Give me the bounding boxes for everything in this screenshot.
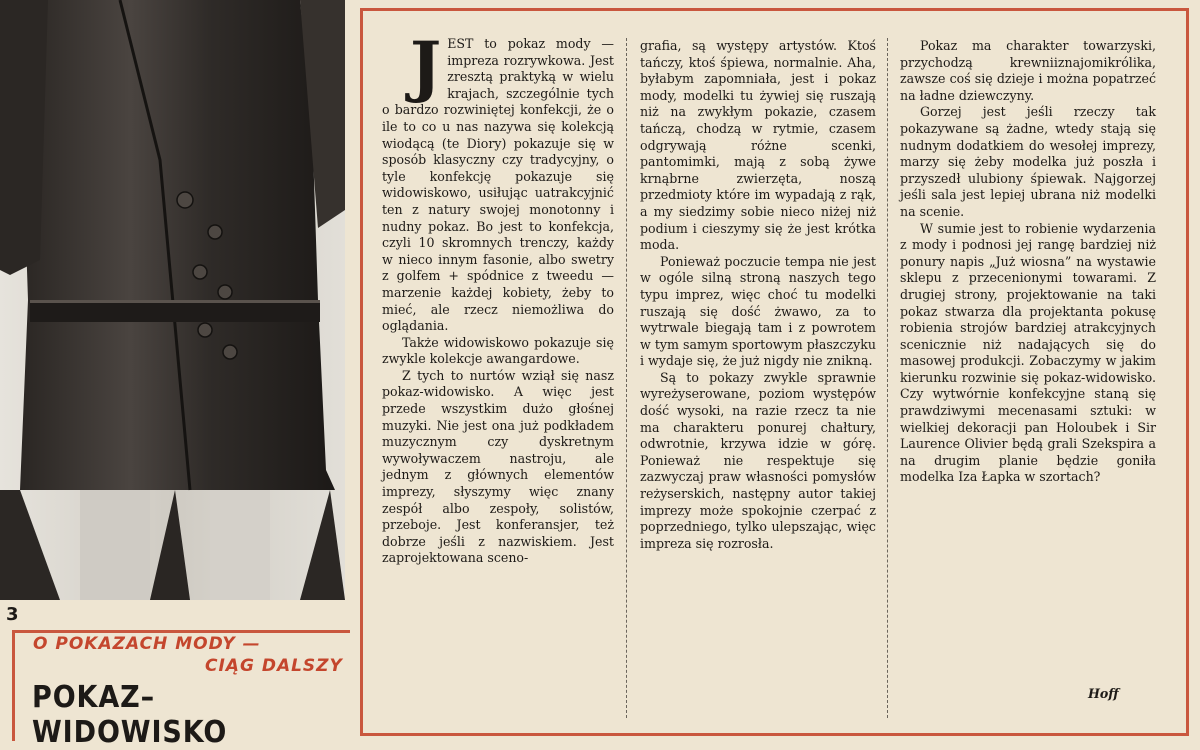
paragraph: Także widowiskowo pokazuje się zwykle kolekcje awangardowe.: [382, 334, 614, 367]
author-signature: Hoff: [1088, 686, 1119, 701]
paragraph: Gorzej jest jeśli rzeczy tak pokazywane są żadne, wtedy stają się nudnym dodatkiem do wesołej imprezy, marzy się żeby modelka już poszła i przyszedł ulubiony śpiewak. Najgorzej jeśli sala jest lepiej ubrana niż modelki na scenie.: [900, 104, 1156, 219]
article-title: POKAZ–WIDOWISKO: [32, 680, 228, 750]
article-column-1: [382, 27, 614, 567]
drop-cap: J: [410, 27, 442, 105]
paragraph: Ponieważ poczucie tempa nie jest w ogóle silną stroną naszych tego typu imprez, więc choć tu modelki ruszają się dość żwawo, za to wytrwale biegają tam i z powrotem w tym samym sportowym płaszczyku i wydaje się, że już nigdy nie znikną.: [640, 253, 876, 369]
paragraph: Pokaz ma charakter towarzyski, przychodzą krewniiznajomikrólika, zawsze coś się dzieje i można popatrzeć na ładne dziewczyny.: [900, 38, 1156, 103]
article-column-3: [900, 38, 1156, 486]
paragraph: W sumie jest to robienie wydarzenia z mody i podnosi jej rangę bardziej niż ponury napis „Już wiosna” na wystawie sklepu z przecenionymi towarami. Z drugiej strony, projektowanie na taki pokaz stwarza dla projektanta pokusę robienia strojów bardziej atrakcyjnych scenicznie niż nadających się do masowej produkcji. Zobaczymy w jakim kierunku rozwinie się pokaz-widowisko. Czy wytwórnie konfekcyjne staną się prawdziwymi mecenasami sztuki: w wielkiej dekoracji pan Holoubek i Sir Laurence Olivier będą grali Szekspira a na drugim planie będzie goniła modelka Iza Łapka w szortach?: [900, 220, 1156, 485]
paragraph: Z tych to nurtów wziął się nasz pokaz-widowisko. A więc jest przede wszystkim dużo głośnej muzyki. Nie jest ona już podkładem muzycznym czy dyskretnym wywoływaczem nastroju, ale jednym z głównych elementów imprezy, słyszymy więc znany zespół albo zespoły, solistów, przeboje. Jest konferansjer, też dobrze jeśli z nazwiskiem. Jest zaprojektowana sceno-: [382, 367, 614, 566]
coat-illustration: [0, 0, 345, 600]
kicker-line-2: CIĄG DALSZY: [205, 656, 343, 676]
photo-number: 3: [6, 604, 19, 625]
fashion-photo: [0, 0, 345, 600]
kicker-line-1: O POKAZACH MODY —: [33, 634, 261, 654]
article-column-2: [640, 38, 876, 552]
column-divider: [887, 38, 888, 718]
column-divider: [626, 38, 627, 718]
paragraph: grafia, są występy artystów. Ktoś tańczy, ktoś śpiewa, normalnie. Aha, byłabym zapomniała, jest i pokaz mody, modelki tu żywiej się ruszają niż na zwykłym pokazie, czasem tańczą, chodzą w rytmie, czasem odgrywają różne scenki, pantomimki, mają z sobą żywe krnąbrne zwierzęta, noszą przedmioty które im wypadają z rąk, a my siedzimy sobie nieco niżej niż podium i cieszymy się że jest krótka moda.: [640, 38, 876, 253]
paragraph: EST to pokaz mody — impreza rozrywkowa. Jest zresztą praktyką w wielu krajach, szczególnie tych o bardzo rozwiniętej konfekcji, że o ile to co u nas nazywa się kolekcją wiodącą (te Diory) pokazuje się w sposób klasyczny czy tradycyjny, o tyle konfekcję pokazuje się widowiskowo, usiłując uatrakcyjnić ten z natury swojej monotonny i nudny pokaz. Bo jest to konfekcja, czyli 10 skromnych trenczy, każdy w nieco innym fasonie, albo swetry z golfem + spódnice z tweedu — marzenie każdej kobiety, żeby to mieć, ale rzecz niemożliwa do oglądania.: [382, 36, 614, 334]
paragraph: Są to pokazy zwykle sprawnie wyreżyserowane, poziom występów dość wysoki, na razie rzecz ta nie ma charakteru ponurej chałtury, odwrotnie, krzywa idzie w górę. Ponieważ nie respektuje się zazwyczaj praw własności pomysłów reżyserskich, następny autor takiej imprezy może spokojnie czerpać z poprzedniego, tylko ulepszając, więc impreza się rozrosła.: [640, 369, 876, 551]
